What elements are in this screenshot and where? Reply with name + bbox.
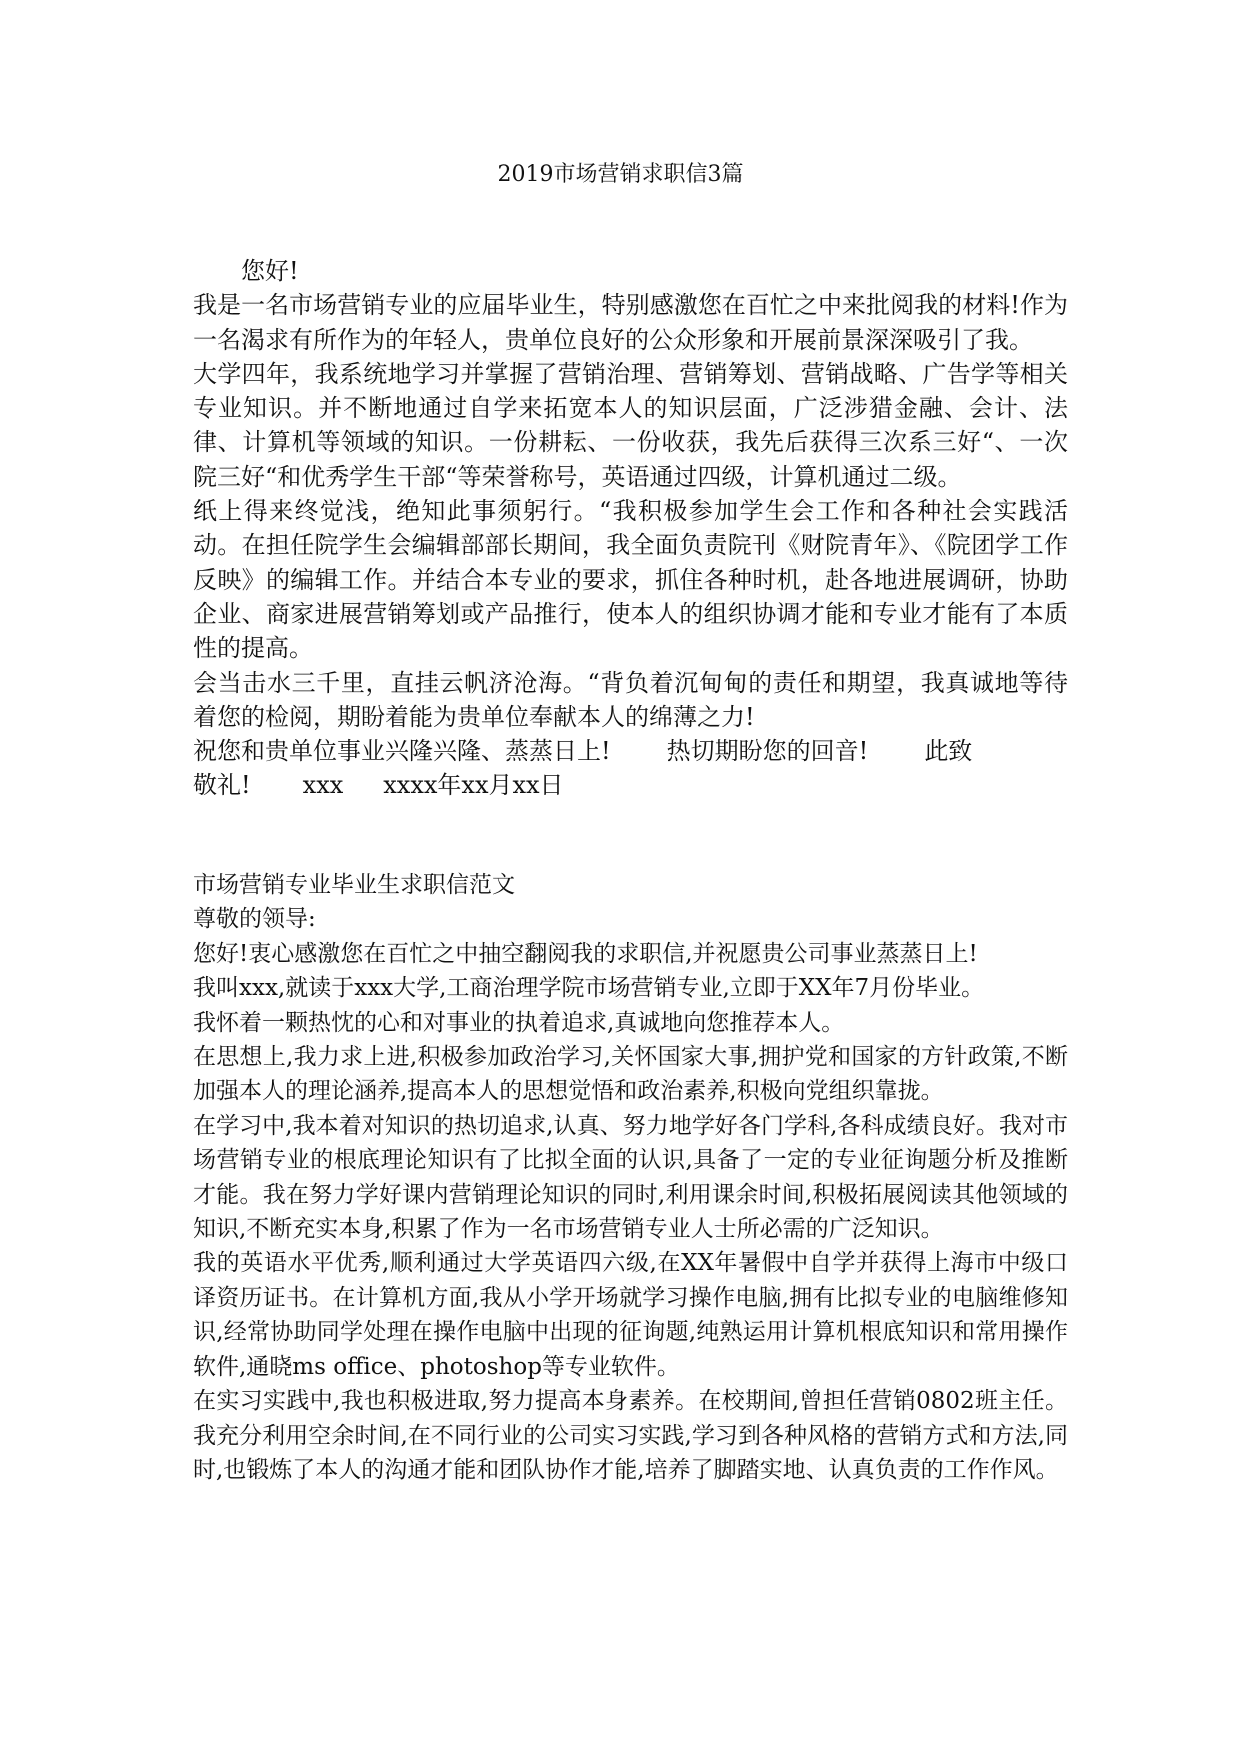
closing-hope: 热切期盼您的回音!: [666, 737, 869, 766]
closing-wish: 祝您和贵单位事业兴隆兴隆、蒸蒸日上!: [193, 737, 611, 766]
letter-one-paragraph: 会当击水三千里，直挂云帆济沧海。“背负着沉甸甸的责任和期望，我真诚地等待着您的检阅，期盼着能为贵单位奉献本人的绵薄之力!: [193, 668, 1068, 731]
signature-date: xxxx年xx月xx日: [383, 771, 564, 800]
letter-one: [193, 254, 1068, 803]
letter-two-paragraph: 您好!衷心感激您在百忙之中抽空翻阅我的求职信,并祝愿贵公司事业蒸蒸日上!: [193, 940, 978, 967]
letter-two-paragraph: 在思想上,我力求上进,积极参加政治学习,关怀国家大事,拥护党和国家的方针政策,不断加强本人的理论涵养,提高本人的思想觉悟和政治素养,积极向党组织靠拢。: [193, 1044, 1068, 1105]
letter-two-salutation: 尊敬的领导:: [193, 906, 316, 933]
closing-regards-first: 此致: [924, 737, 973, 766]
letter-one-signature-line: [193, 768, 1068, 802]
letter-two-paragraph: 我怀着一颗热忱的心和对事业的执着追求,真诚地向您推荐本人。: [193, 1009, 845, 1036]
letter-one-paragraph: 大学四年，我系统地学习并掌握了营销治理、营销筹划、营销战略、广告学等相关专业知识。并不断地通过自学来拓宽本人的知识层面，广泛涉猎金融、会计、法律、计算机等领域的知识。一份耕耘、一份收获，我先后获得三次系三好“、一次院三好“和优秀学生干部“等荣誉称号，英语通过四级，计算机通过二级。: [193, 359, 1068, 491]
letter-two-paragraph: 我的英语水平优秀,顺利通过大学英语四六级,在XX年暑假中自学并获得上海市中级口译资历证书。在计算机方面,我从小学开场就学习操作电脑,拥有比拟专业的电脑维修知识,经常协助同学处理在操作电脑中出现的征询题,纯熟运用计算机根底知识和常用操作软件,通晓ms office、photoshop等专业软件。: [193, 1250, 1068, 1380]
signature-name: xxx: [302, 771, 344, 800]
letter-two: [193, 868, 1068, 1487]
letter-one-paragraph: 我是一名市场营销专业的应届毕业生，特别感激您在百忙之中来批阅我的材料!作为一名渴求有所作为的年轻人，贵单位良好的公众形象和开展前景深深吸引了我。: [193, 291, 1068, 354]
letter-two-paragraph: 在学习中,我本着对知识的热切追求,认真、努力地学好各门学科,各科成绩良好。我对市场营销专业的根底理论知识有了比拟全面的认识,具备了一定的专业征询题分析及推断才能。我在努力学好课内营销理论知识的同时,利用课余时间,积极拓展阅读其他领域的知识,不断充实本身,积累了作为一名市场营销专业人士所必需的广泛知识。: [193, 1112, 1068, 1243]
letter-one-closing-line: [193, 734, 1068, 768]
letter-two-heading: 市场营销专业毕业生求职信范文: [193, 872, 515, 898]
closing-regards-second: 敬礼!: [193, 771, 251, 800]
document-title: 2019市场营销求职信3篇: [497, 162, 744, 187]
letter-one-greeting: 您好!: [241, 257, 299, 285]
letter-one-paragraph: 纸上得来终觉浅，绝知此事须躬行。“我积极参加学生会工作和各种社会实践活动。在担任院学生会编辑部部长期间，我全面负责院刊《财院青年》、《院团学工作反映》的编辑工作。并结合本专业的要求，抓住各种时机，赴各地进展调研，协助企业、商家进展营销筹划或产品推行，使本人的组织协调才能和专业才能有了本质性的提高。: [193, 497, 1068, 663]
letter-two-paragraph: 我叫xxx,就读于xxx大学,工商治理学院市场营销专业,立即于XX年7月份毕业。: [193, 975, 985, 1002]
letter-two-paragraph: 在实习实践中,我也积极进取,努力提高本身素养。在校期间,曾担任营销0802班主任。我充分利用空余时间,在不同行业的公司实习实践,学习到各种风格的营销方式和方法,同时,也锻炼了本人的沟通才能和团队协作才能,培养了脚踏实地、认真负责的工作作风。: [193, 1388, 1068, 1483]
